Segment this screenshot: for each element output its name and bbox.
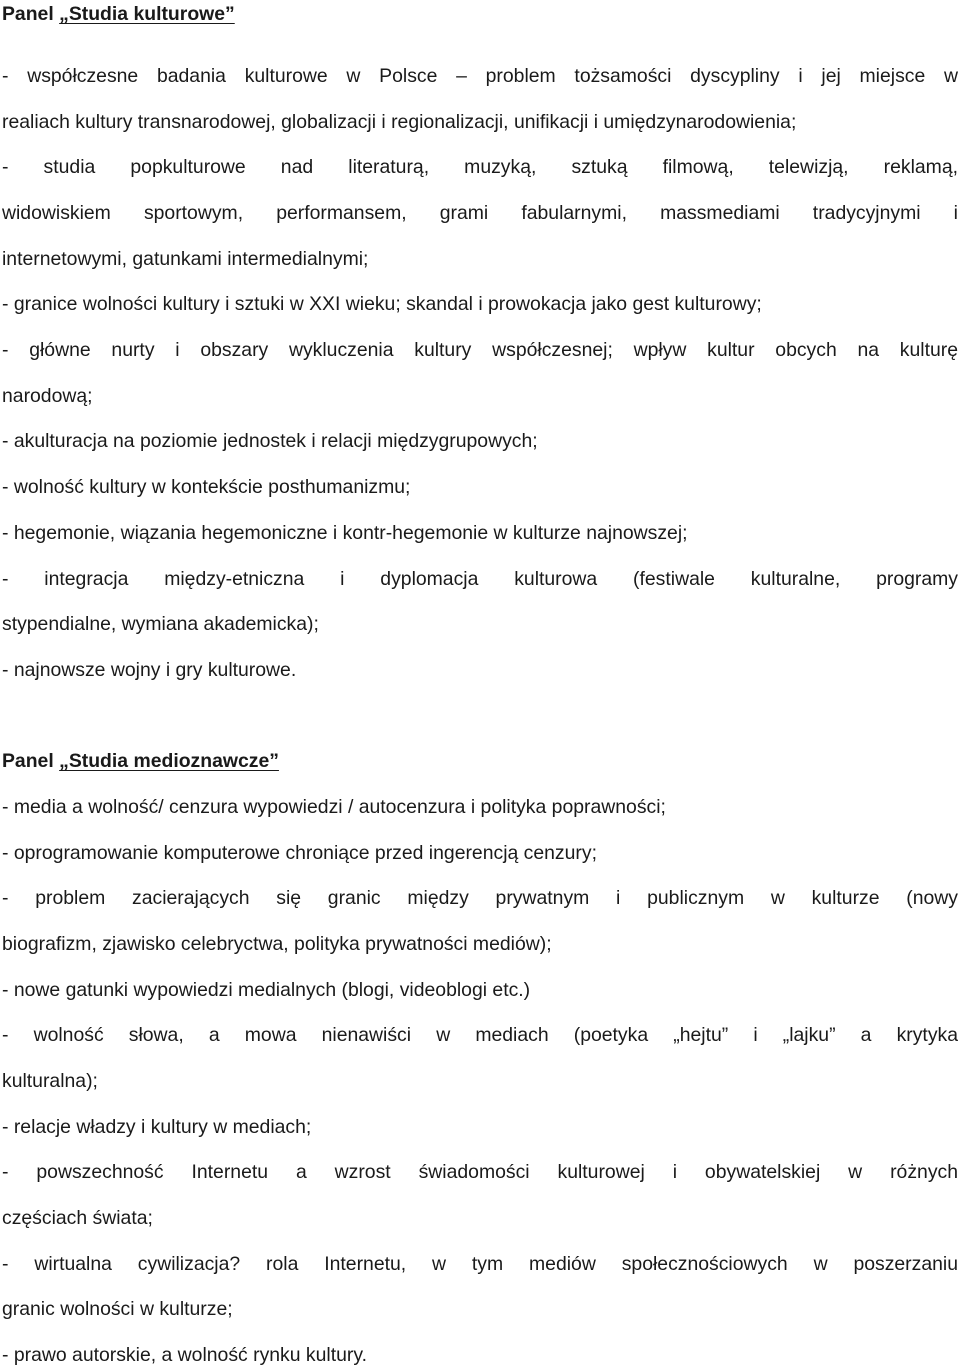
paragraph-line: - granice wolności kultury i sztuki w XXI wieku; skandal i prowokacja jako gest kulturowy; xyxy=(2,293,762,315)
heading-title: „Studia kulturowe” xyxy=(59,3,235,25)
paragraph-line: - wolność kultury w kontekście posthumanizmu; xyxy=(2,476,411,498)
paragraph-line: widowiskiem sportowym, performansem, grami fabularnymi, massmediami tradycyjnymi i xyxy=(2,202,958,224)
paragraph-line: - wolność słowa, a mowa nienawiści w mediach (poetyka „hejtu” i „lajku” a krytyka xyxy=(2,1024,958,1046)
paragraph-line: biografizm, zjawisko celebryctwa, polityka prywatności mediów); xyxy=(2,933,552,955)
paragraph-line: kulturalna); xyxy=(2,1070,98,1092)
paragraph-line: narodową; xyxy=(2,385,93,407)
paragraph-line: - główne nurty i obszary wykluczenia kultury współczesnej; wpływ kultur obcych na kulturę xyxy=(2,339,958,361)
paragraph-line: internetowymi, gatunkami intermedialnymi; xyxy=(2,248,369,270)
paragraph-line: - akulturacja na poziomie jednostek i relacji międzygrupowych; xyxy=(2,430,538,452)
paragraph-line: realiach kultury transnarodowej, globalizacji i regionalizacji, unifikacji i umiędzynarodowienia; xyxy=(2,111,797,133)
paragraph-line: - relacje władzy i kultury w mediach; xyxy=(2,1116,312,1138)
heading-prefix: Panel xyxy=(2,750,60,772)
heading-prefix: Panel xyxy=(2,3,60,25)
panel-heading-kulturowe xyxy=(2,2,958,26)
paragraph-line: granic wolności w kulturze; xyxy=(2,1298,233,1320)
paragraph-line: - wirtualna cywilizacja? rola Internetu, w tym mediów społecznościowych w poszerzaniu xyxy=(2,1253,958,1275)
paragraph-line: - integracja między-etniczna i dyplomacja kulturowa (festiwale kulturalne, programy xyxy=(2,568,958,590)
paragraph-line: częściach świata; xyxy=(2,1207,153,1229)
paragraph-line: - prawo autorskie, a wolność rynku kultury. xyxy=(2,1344,367,1366)
paragraph-line: - współczesne badania kulturowe w Polsce – problem tożsamości dyscypliny i jej miejsce w xyxy=(2,65,958,87)
paragraph-line: - oprogramowanie komputerowe chroniące przed ingerencją cenzury; xyxy=(2,842,597,864)
paragraph-line: - media a wolność/ cenzura wypowiedzi / autocenzura i polityka poprawności; xyxy=(2,796,666,818)
paragraph-line: - powszechność Internetu a wzrost świadomości kulturowej i obywatelskiej w różnych xyxy=(2,1161,958,1183)
paragraph-line: stypendialne, wymiana akademicka); xyxy=(2,613,319,635)
paragraph-line: - nowe gatunki wypowiedzi medialnych (blogi, videoblogi etc.) xyxy=(2,979,531,1001)
paragraph-line: - studia popkulturowe nad literaturą, muzyką, sztuką filmową, telewizją, reklamą, xyxy=(2,156,958,178)
paragraph-line: - problem zacierających się granic między prywatnym i publicznym w kulturze (nowy xyxy=(2,887,958,909)
paragraph-line: - najnowsze wojny i gry kulturowe. xyxy=(2,659,297,681)
paragraph-line: - hegemonie, wiązania hegemoniczne i kontr-hegemonie w kulturze najnowszej; xyxy=(2,522,688,544)
panel-heading-medioznawcze xyxy=(2,749,958,773)
heading-title: „Studia medioznawcze” xyxy=(59,750,279,772)
